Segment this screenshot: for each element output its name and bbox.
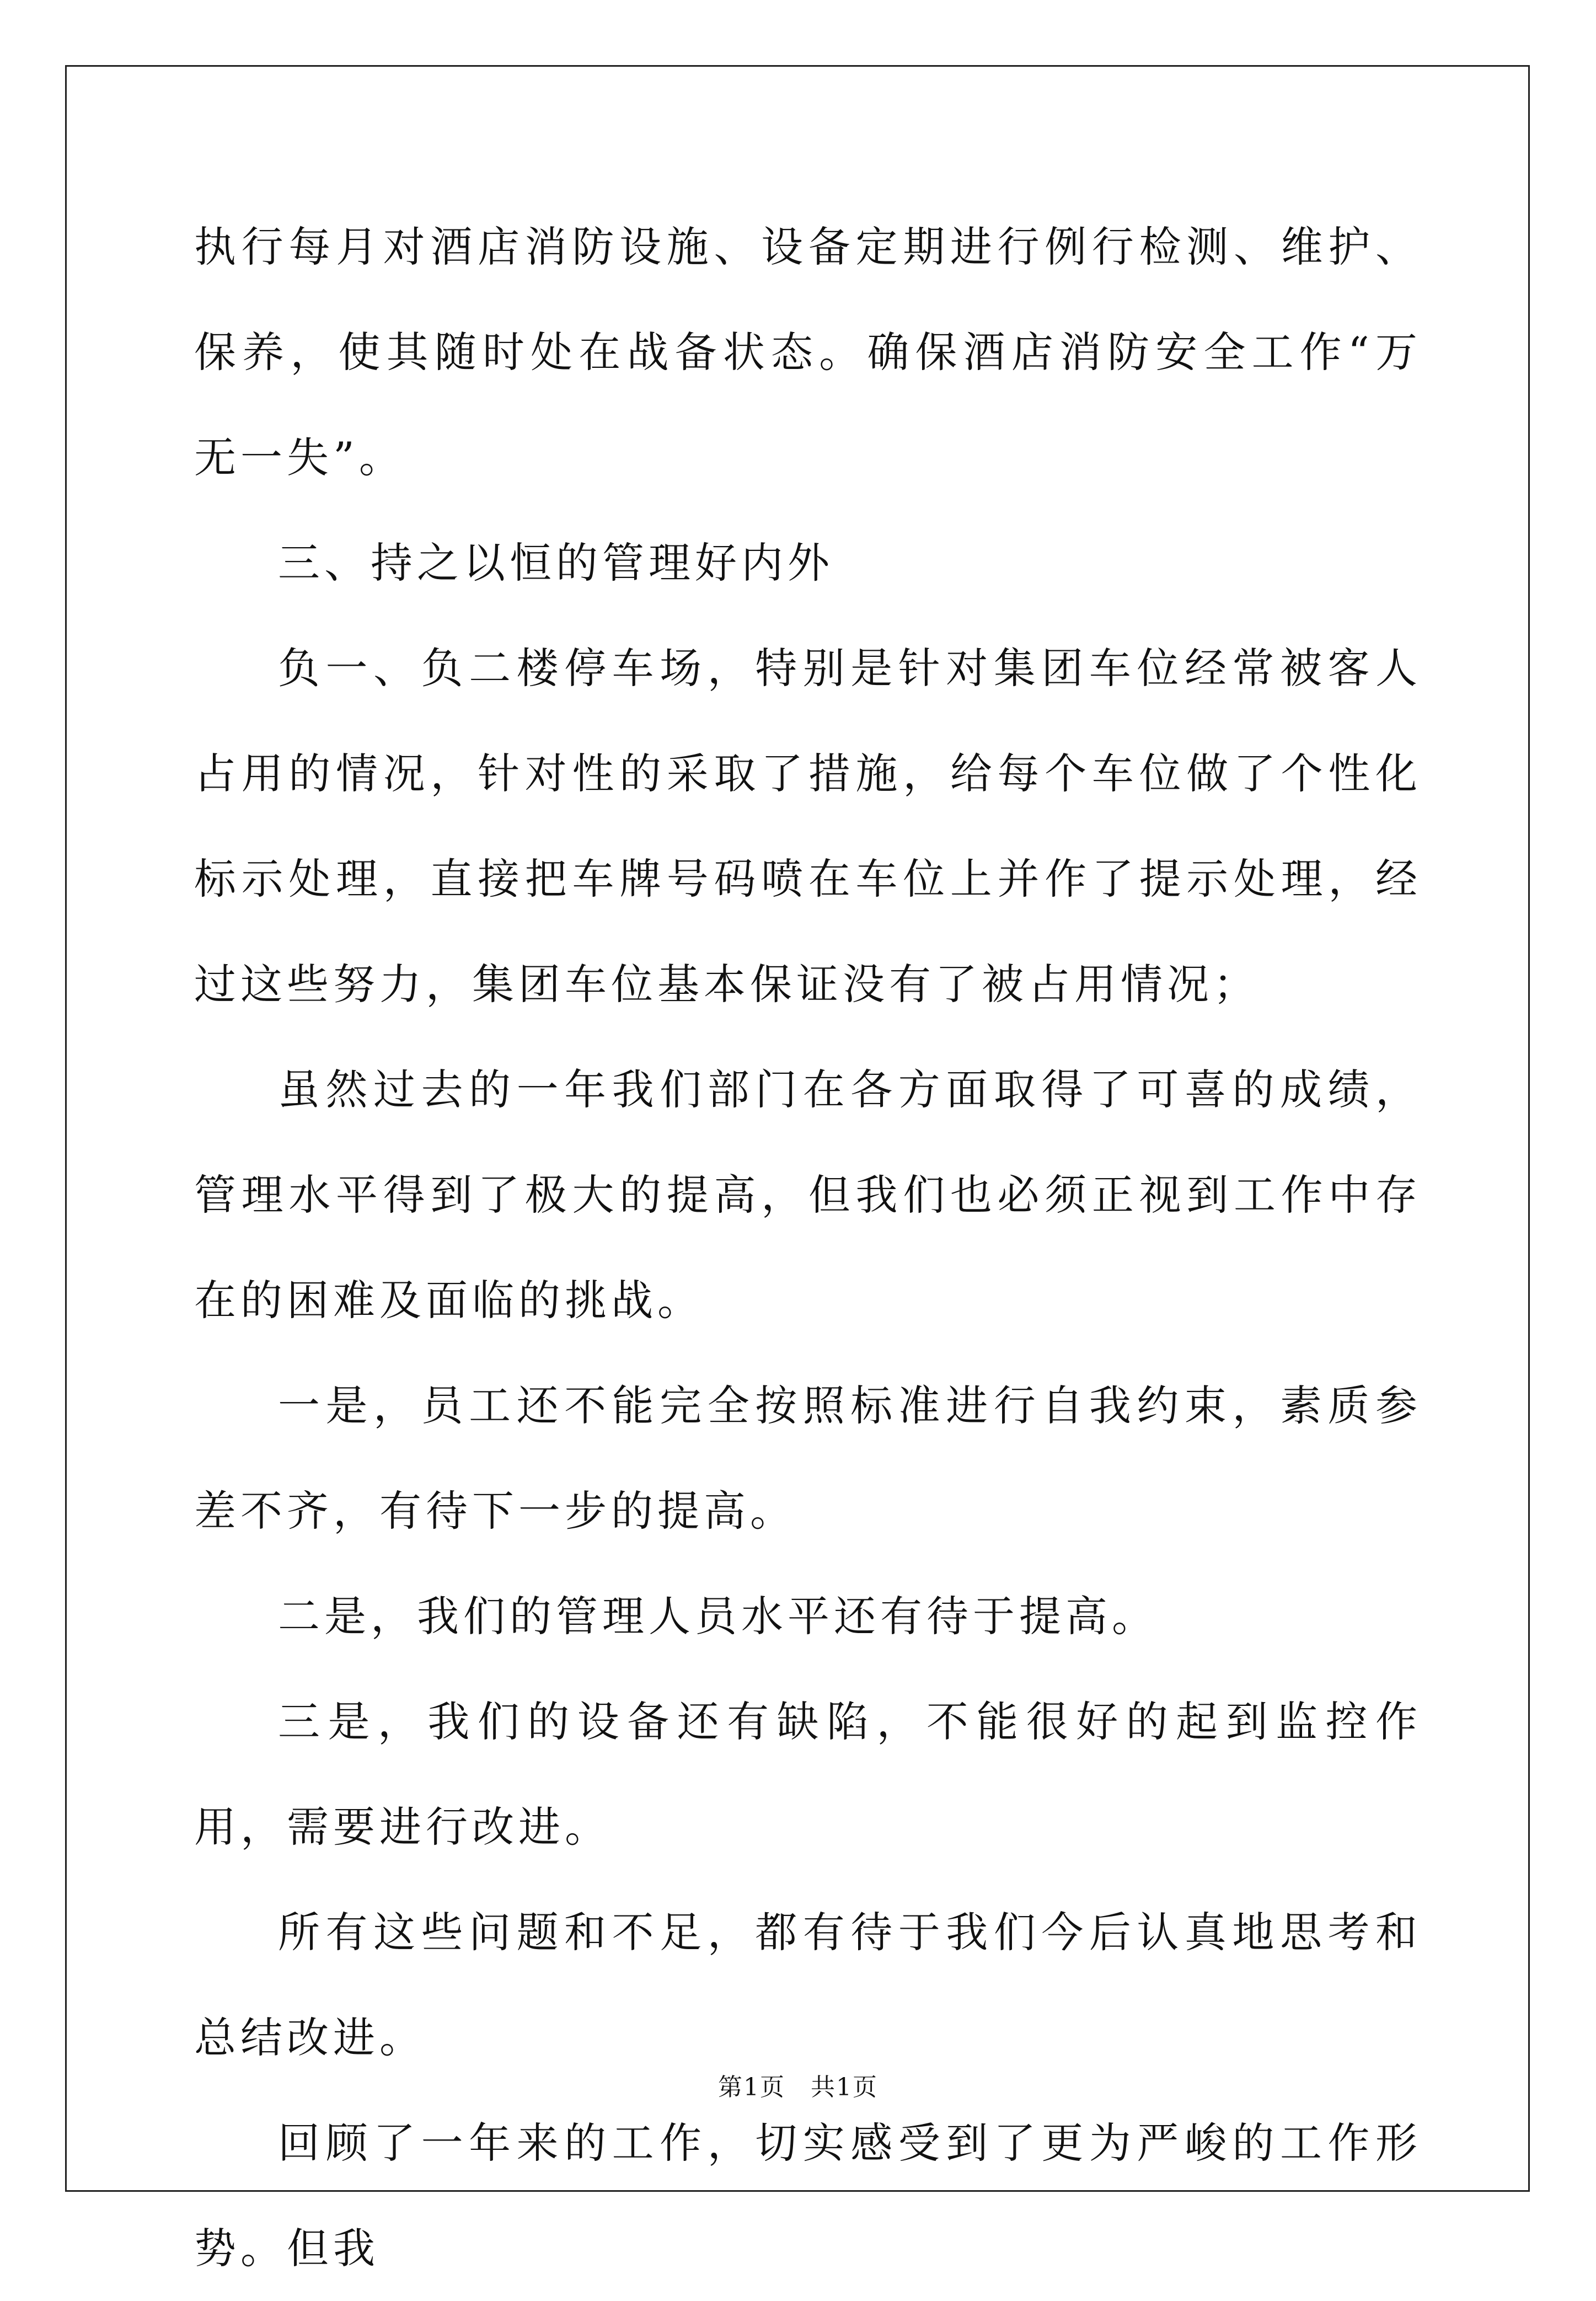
- paragraph-5: 二是，我们的管理人员水平还有待于提高。: [278, 1592, 1158, 1641]
- paragraph-6: 三是，我们的设备还有缺陷，不能很好的起到监控作用，需要进行改进。: [194, 1697, 1422, 1851]
- page-number-footer: 第1页 共1页: [718, 2073, 878, 2101]
- paragraph-1: 执行每月对酒店消防设施、设备定期进行例行检测、维护、保养，使其随时处在战备状态。确保酒店消防安全工作“万无一失”。: [194, 222, 1422, 482]
- paragraph-4: 一是，员工还不能完全按照标准进行自我约束，素质参差不齐，有待下一步的提高。: [194, 1381, 1422, 1535]
- paragraph-2: 负一、负二楼停车场，特别是针对集团车位经常被客人占用的情况，针对性的采取了措施，给每个车位做了个性化标示处理，直接把车牌号码喷在车位上并作了提示处理，经过这些努力，集团车位基本保证没有了被占用情况；: [194, 644, 1422, 1009]
- section-heading: 三、持之以恒的管理好内外: [278, 538, 834, 587]
- paragraph-3: 虽然过去的一年我们部门在各方面取得了可喜的成绩，管理水平得到了极大的提高，但我们也必须正视到工作中存在的困难及面临的挑战。: [194, 1065, 1422, 1325]
- paragraph-8: 回顾了一年来的工作，切实感受到了更为严峻的工作形势。但我: [194, 2118, 1422, 2273]
- paragraph-7: 所有这些问题和不足，都有待于我们今后认真地思考和总结改进。: [194, 1908, 1422, 2062]
- document-body: [194, 194, 1422, 2301]
